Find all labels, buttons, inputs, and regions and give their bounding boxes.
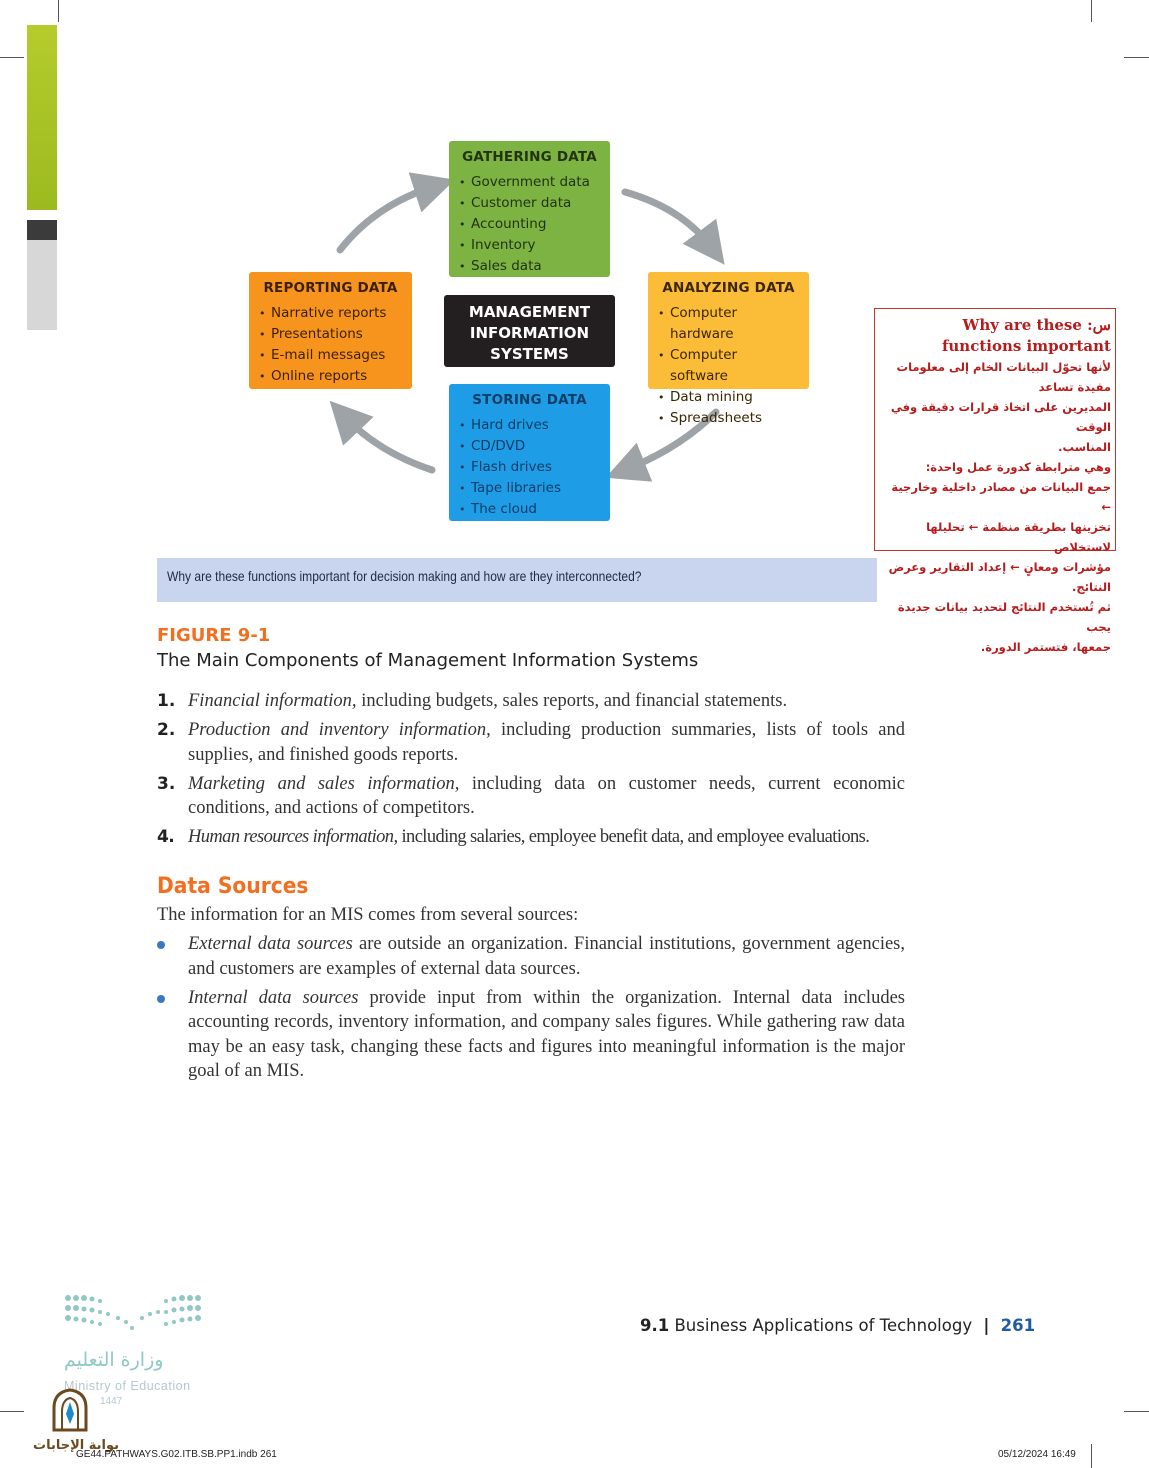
list-item: • Data mining bbox=[658, 387, 799, 408]
annotation-box bbox=[874, 308, 1116, 654]
crop-mark bbox=[0, 1411, 24, 1412]
reporting-data-title: REPORTING DATA bbox=[263, 280, 398, 296]
annotation-answer-line: ثم تُستخدم النتائج لتحديد بيانات جديدة يجب bbox=[897, 600, 1111, 634]
list-item: • Computer hardware bbox=[658, 303, 799, 345]
reporting-data-box bbox=[249, 272, 412, 389]
arrow-reporting-to-gathering bbox=[340, 186, 435, 250]
annotation-answer-line: جمعها، فتستمر الدورة. bbox=[980, 640, 1111, 654]
bullet-dot-icon bbox=[157, 941, 165, 949]
page-number: 261 bbox=[1000, 1316, 1036, 1335]
list-text: including budgets, sales reports, and financial statements. bbox=[356, 691, 788, 711]
list-lead: Financial information, bbox=[188, 691, 357, 711]
figure-title: The Main Components of Management Information Systems bbox=[157, 650, 699, 671]
list-number: 1. bbox=[157, 691, 176, 711]
list-item: • Narrative reports bbox=[259, 303, 402, 324]
list-text: provide input from within the organization. Internal data includes accounting records, inventory information, and company sales figures. While gathering raw data may be an easy task, changing these facts and figures into meaningful information is the major goal of an MIS. bbox=[188, 987, 905, 1081]
annotation-answer-line: لأنها تحوّل البيانات الخام إلى معلومات مفيدة تساعد bbox=[896, 360, 1111, 394]
list-item: • Online reports bbox=[259, 366, 402, 387]
analyzing-data-title: ANALYZING DATA bbox=[662, 280, 795, 296]
site-logo-icon bbox=[46, 1388, 94, 1432]
list-lead: Marketing and sales information, bbox=[188, 773, 460, 794]
mis-center-line: MANAGEMENT bbox=[468, 303, 591, 321]
mis-center-line: SYSTEMS bbox=[490, 345, 569, 363]
figure-question-band bbox=[157, 558, 877, 602]
list-item: • Flash drives bbox=[459, 457, 600, 478]
list-number: 3. bbox=[157, 773, 176, 794]
list-item: • Tape libraries bbox=[459, 478, 600, 499]
gathering-data-list bbox=[459, 172, 600, 277]
list-text: including production summaries, lists of tools and supplies, and finished goods reports. bbox=[188, 720, 905, 765]
analyzing-data-list bbox=[658, 303, 799, 429]
annotation-answer-line: مؤشرات ومعانٍ ← إعداد التقارير وعرض النتائج. bbox=[888, 560, 1111, 594]
page-footer bbox=[640, 1316, 1035, 1335]
list-item bbox=[157, 825, 905, 850]
list-item bbox=[157, 772, 905, 821]
list-item: • E-mail messages bbox=[259, 345, 402, 366]
figure-label: FIGURE 9-1 bbox=[157, 625, 271, 646]
numbered-list bbox=[157, 689, 905, 854]
arrow-gathering-to-analyzing bbox=[625, 192, 712, 248]
list-item bbox=[157, 932, 905, 981]
chapter-color-strip bbox=[27, 25, 57, 210]
gathering-data-title: GATHERING DATA bbox=[462, 149, 597, 165]
footer-separator: | bbox=[983, 1316, 990, 1335]
analyzing-data-box bbox=[648, 272, 809, 426]
list-number: 4. bbox=[157, 827, 175, 847]
annotation-answer-line: وهي مترابطة كدورة عمل واحدة: bbox=[925, 460, 1111, 474]
ministry-name-arabic: وزارة التعليم bbox=[64, 1349, 164, 1371]
annotation-answer-line: المناسب. bbox=[1058, 440, 1111, 454]
crop-mark bbox=[1124, 57, 1149, 58]
annotation-answer-line: المديرين على اتخاذ قرارات دقيقة وفي الوقت bbox=[890, 400, 1111, 434]
section-heading: Data Sources bbox=[157, 874, 309, 899]
list-lead: Internal data sources bbox=[188, 987, 359, 1008]
crop-mark bbox=[0, 57, 24, 58]
crop-mark bbox=[1091, 1444, 1092, 1468]
mis-center-box bbox=[444, 295, 615, 367]
print-slug-file: GE44.PATHWAYS.G02.ITB.SB.PP1.indb 261 bbox=[76, 1449, 277, 1460]
annotation-question: س: Why are these functions important bbox=[941, 316, 1111, 355]
arrow-storing-to-reporting bbox=[344, 416, 432, 470]
chapter-color-strip-grey bbox=[27, 240, 57, 330]
list-item: • CD/DVD bbox=[459, 436, 600, 457]
list-text: including data on customer needs, current economic conditions, and actions of competitors. bbox=[188, 773, 905, 818]
list-item: • Accounting bbox=[459, 214, 600, 235]
list-text: including salaries, employee benefit data, and employee evaluations. bbox=[397, 827, 870, 847]
list-item: • Government data bbox=[459, 172, 600, 193]
mis-center-line: INFORMATION bbox=[469, 324, 590, 342]
crop-mark bbox=[58, 0, 59, 22]
section-intro: The information for an MIS comes from several sources: bbox=[157, 905, 579, 925]
list-item: • Computer software bbox=[658, 345, 799, 387]
storing-data-list bbox=[459, 415, 600, 520]
crop-mark bbox=[1091, 0, 1092, 22]
annotation-answer-line: جمع البيانات من مصادر داخلية وخارجية ← bbox=[891, 480, 1111, 514]
section-number: 9.1 bbox=[640, 1316, 670, 1335]
list-lead: External data sources bbox=[188, 934, 353, 954]
list-item: • Inventory bbox=[459, 235, 600, 256]
list-item: • Spreadsheets bbox=[658, 408, 799, 429]
list-item bbox=[157, 718, 905, 767]
storing-data-box bbox=[449, 384, 610, 521]
figure-question: Why are these functions important for decision making and how are they interconnected? bbox=[167, 568, 642, 584]
print-slug-date: 05/12/2024 16:49 bbox=[998, 1449, 1076, 1460]
list-lead: Human resources information, bbox=[188, 827, 398, 847]
reporting-data-list bbox=[259, 303, 402, 387]
ministry-year: 1447 bbox=[100, 1396, 123, 1407]
ministry-logo-icon bbox=[62, 1292, 202, 1336]
ministry-name-english: Ministry of Education bbox=[64, 1379, 191, 1393]
chapter-color-strip-dark bbox=[27, 220, 57, 240]
list-item: • Customer data bbox=[459, 193, 600, 214]
list-item: • Presentations bbox=[259, 324, 402, 345]
crop-mark bbox=[1124, 1411, 1149, 1412]
bullet-list bbox=[157, 932, 905, 1088]
section-title: Business Applications of Technology bbox=[674, 1316, 973, 1335]
list-item: • Sales data bbox=[459, 256, 600, 277]
list-item: • Hard drives bbox=[459, 415, 600, 436]
list-lead: Production and inventory information, bbox=[188, 720, 491, 740]
gathering-data-box bbox=[449, 141, 610, 277]
list-text: are outside an organization. Financial institutions, government agencies, and customers are examples of external data sources. bbox=[188, 934, 905, 979]
bullet-dot-icon bbox=[157, 995, 165, 1003]
storing-data-title: STORING DATA bbox=[472, 392, 587, 408]
list-item bbox=[157, 986, 905, 1084]
list-item: • The cloud bbox=[459, 499, 600, 520]
annotation-answer-line: تخزينها بطريقة منظمة ← تحليلها لاستخلاص bbox=[926, 520, 1111, 554]
list-number: 2. bbox=[157, 720, 176, 740]
site-logo-text: بوابة الإجابات bbox=[33, 1438, 119, 1453]
list-item bbox=[157, 689, 905, 714]
